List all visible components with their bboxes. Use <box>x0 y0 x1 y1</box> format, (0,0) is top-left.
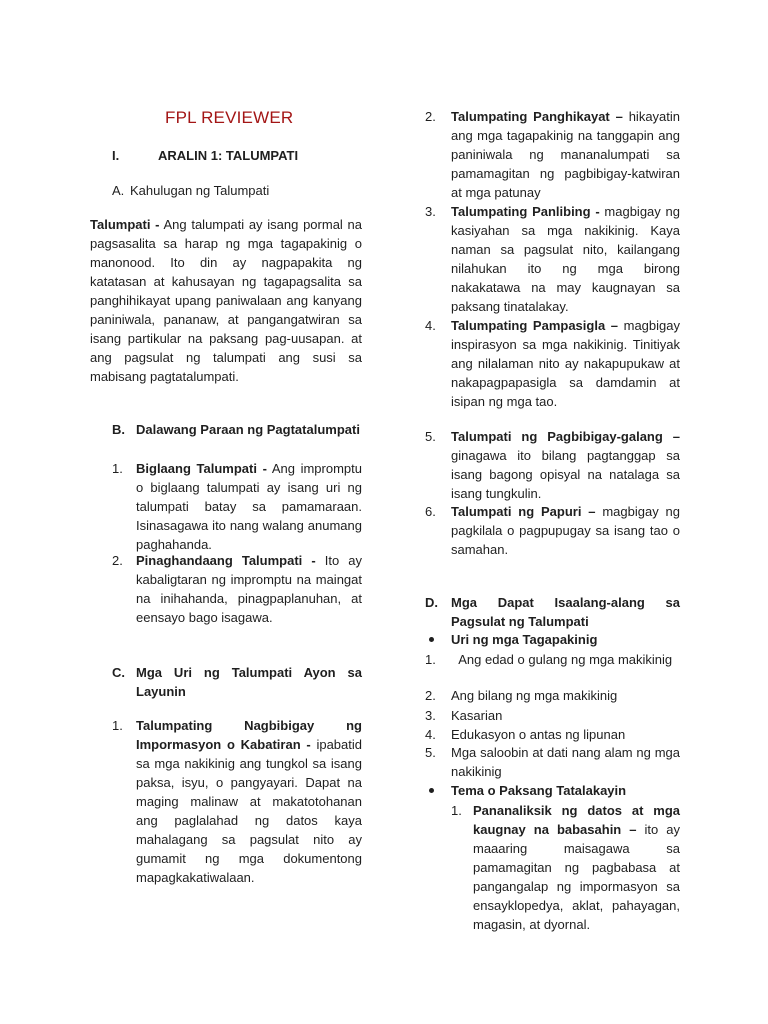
item-text: Edukasyon o antas ng lipunan <box>451 727 626 742</box>
lesson-label: ARALIN 1: TALUMPATI <box>158 148 299 163</box>
list-item <box>112 551 362 627</box>
item-body: magbigay inspirasyon sa mga nakikinig. Tinitiyak ang nilalaman nito ay nakapupukaw at nakapagpapasigla sa damdamin at isipan ng mga tao. <box>451 318 680 409</box>
item-term: Talumpati ng Papuri – <box>451 504 596 519</box>
section-c-label: C. <box>112 665 125 680</box>
item-number: 2. <box>425 109 436 124</box>
item-body: ito ay maaaring maisagawa sa pamamagitan ng pagbabasa at pangangalap ng impormasyon sa ensayklopedya, aklat, pahayagan, magasin, at dyornal. <box>473 822 680 932</box>
section-a-title: Kahulugan ng Talumpati <box>130 183 270 198</box>
section-a-heading <box>112 183 269 198</box>
list-item <box>425 316 680 411</box>
item-body: ipabatid sa mga nakikinig ang tungkol sa isang paksa, isyu, o pangyayari. Dapat na maging malinaw at makatotohanan ang paglalahad ng datos kaya mahalagang sa pagsulat nito ay gumamit ng mga dokumentong mapagkakatiwalaan. <box>136 737 363 885</box>
item-term: Biglaang Talumpati - <box>136 461 267 476</box>
item-term: Talumpating Pampasigla – <box>451 318 619 333</box>
section-b-label: B. <box>112 422 125 437</box>
item-text: Ang edad o gulang ng mga makikinig <box>451 652 673 667</box>
item-number: 5. <box>425 429 436 444</box>
item-number: 6. <box>425 504 436 519</box>
bullet-label: Tema o Paksang Tatalakayin <box>451 783 627 798</box>
item-term: Talumpating Panlibing - <box>451 204 600 219</box>
definition-paragraph <box>90 215 362 386</box>
list-item <box>425 725 680 744</box>
document-title: FPL REVIEWER <box>165 108 294 127</box>
definition-term: Talumpati - <box>90 217 160 232</box>
list-item <box>425 502 680 559</box>
list-item <box>425 427 680 503</box>
bullet-dot-icon <box>429 637 434 642</box>
bullet-item <box>425 781 680 800</box>
list-item <box>425 686 680 705</box>
list-item <box>112 459 362 554</box>
section-d-title: Mga Dapat Isaalang-alang sa Pagsulat ng Talumpati <box>451 595 680 629</box>
section-c-heading <box>112 663 362 701</box>
item-term: Talumpating Nagbibigay ng Impormasyon o Kabatiran - <box>136 718 362 752</box>
item-number: 3. <box>425 708 436 723</box>
list-item <box>425 202 680 316</box>
definition-body: Ang talumpati ay isang pormal na pagsasalita sa harap ng mga tagapakinig o manonood. Ito din ay nagpapakita ng katatasan at kahusayan ng tagapagsalita sa panghihikayat upang paniwalaan ang kanyang paniniwala, pananaw, at pangangatwiran sa isang partikular na paksang pag-uusapan. at ang pagsulat ng talumpati ang susi sa mabisang pagtatalumpati. <box>90 217 362 384</box>
bullet-dot-icon <box>429 788 434 793</box>
item-text: Kasarian <box>451 708 503 723</box>
item-number: 2. <box>425 688 436 703</box>
list-item <box>425 706 680 725</box>
item-body: magbigay ng pagkilala o pagpupugay sa isang tao o samahan. <box>451 504 680 557</box>
section-a-label: A. <box>112 183 125 198</box>
item-number: 4. <box>425 727 436 742</box>
list-item <box>451 801 680 934</box>
list-item <box>425 107 680 202</box>
item-number: 4. <box>425 318 436 333</box>
item-number: 1. <box>425 652 436 667</box>
item-number: 3. <box>425 204 436 219</box>
item-body: Ang impromptu o biglaang talumpati ay isang uri ng talumpati batay sa pamamaraan. Isinasagawa ito nang walang anumang paghahanda. <box>136 461 362 552</box>
lesson-numeral: I. <box>112 148 120 163</box>
item-body: Ito ay kabaligtaran ng impromptu na maingat na inihahanda, pinagpaplanuhan, at eensayo bago isagawa. <box>136 553 362 625</box>
item-number: 1. <box>112 461 123 476</box>
item-body: magbigay ng kasiyahan sa mga nakikinig. Kaya naman sa pagsulat nito, kailangang nilahukan ito ng mga birong nakakatawa na may kaugnayan sa paksang tinatalakay. <box>451 204 680 314</box>
item-number: 2. <box>112 553 123 568</box>
item-body: hikayatin ang mga tagapakinig na tanggapin ang paniniwala ng mananalumpati sa pamamagitan ng pagbibigay-katwiran at mga patunay <box>451 109 681 200</box>
item-term: Talumpating Panghikayat – <box>451 109 623 124</box>
item-number: 1. <box>451 803 462 818</box>
section-b-heading <box>112 420 362 439</box>
bullet-item <box>425 630 680 649</box>
list-item <box>112 716 362 887</box>
item-term: Pananaliksik ng datos at mga kaugnay na babasahin – <box>473 803 680 837</box>
item-number: 1. <box>112 718 123 733</box>
item-text: Mga saloobin at dati nang alam ng mga nakikinig <box>451 745 680 779</box>
item-text: Ang bilang ng mga makikinig <box>451 688 618 703</box>
section-d-heading <box>425 593 680 631</box>
bullet-label: Uri ng mga Tagapakinig <box>451 632 598 647</box>
section-d-label: D. <box>425 595 438 610</box>
item-term: Talumpati ng Pagbibigay-galang – <box>451 429 680 444</box>
section-c-title: Mga Uri ng Talumpati Ayon sa Layunin <box>136 665 362 699</box>
section-b-title: Dalawang Paraan ng Pagtatalumpati <box>136 422 360 437</box>
item-number: 5. <box>425 745 436 760</box>
list-item <box>425 743 680 781</box>
list-item <box>425 650 680 669</box>
item-term: Pinaghandaang Talumpati - <box>136 553 316 568</box>
item-body: ginagawa ito bilang pagtanggap sa isang bagong opisyal na natalaga sa isang tungkulin. <box>451 448 680 501</box>
